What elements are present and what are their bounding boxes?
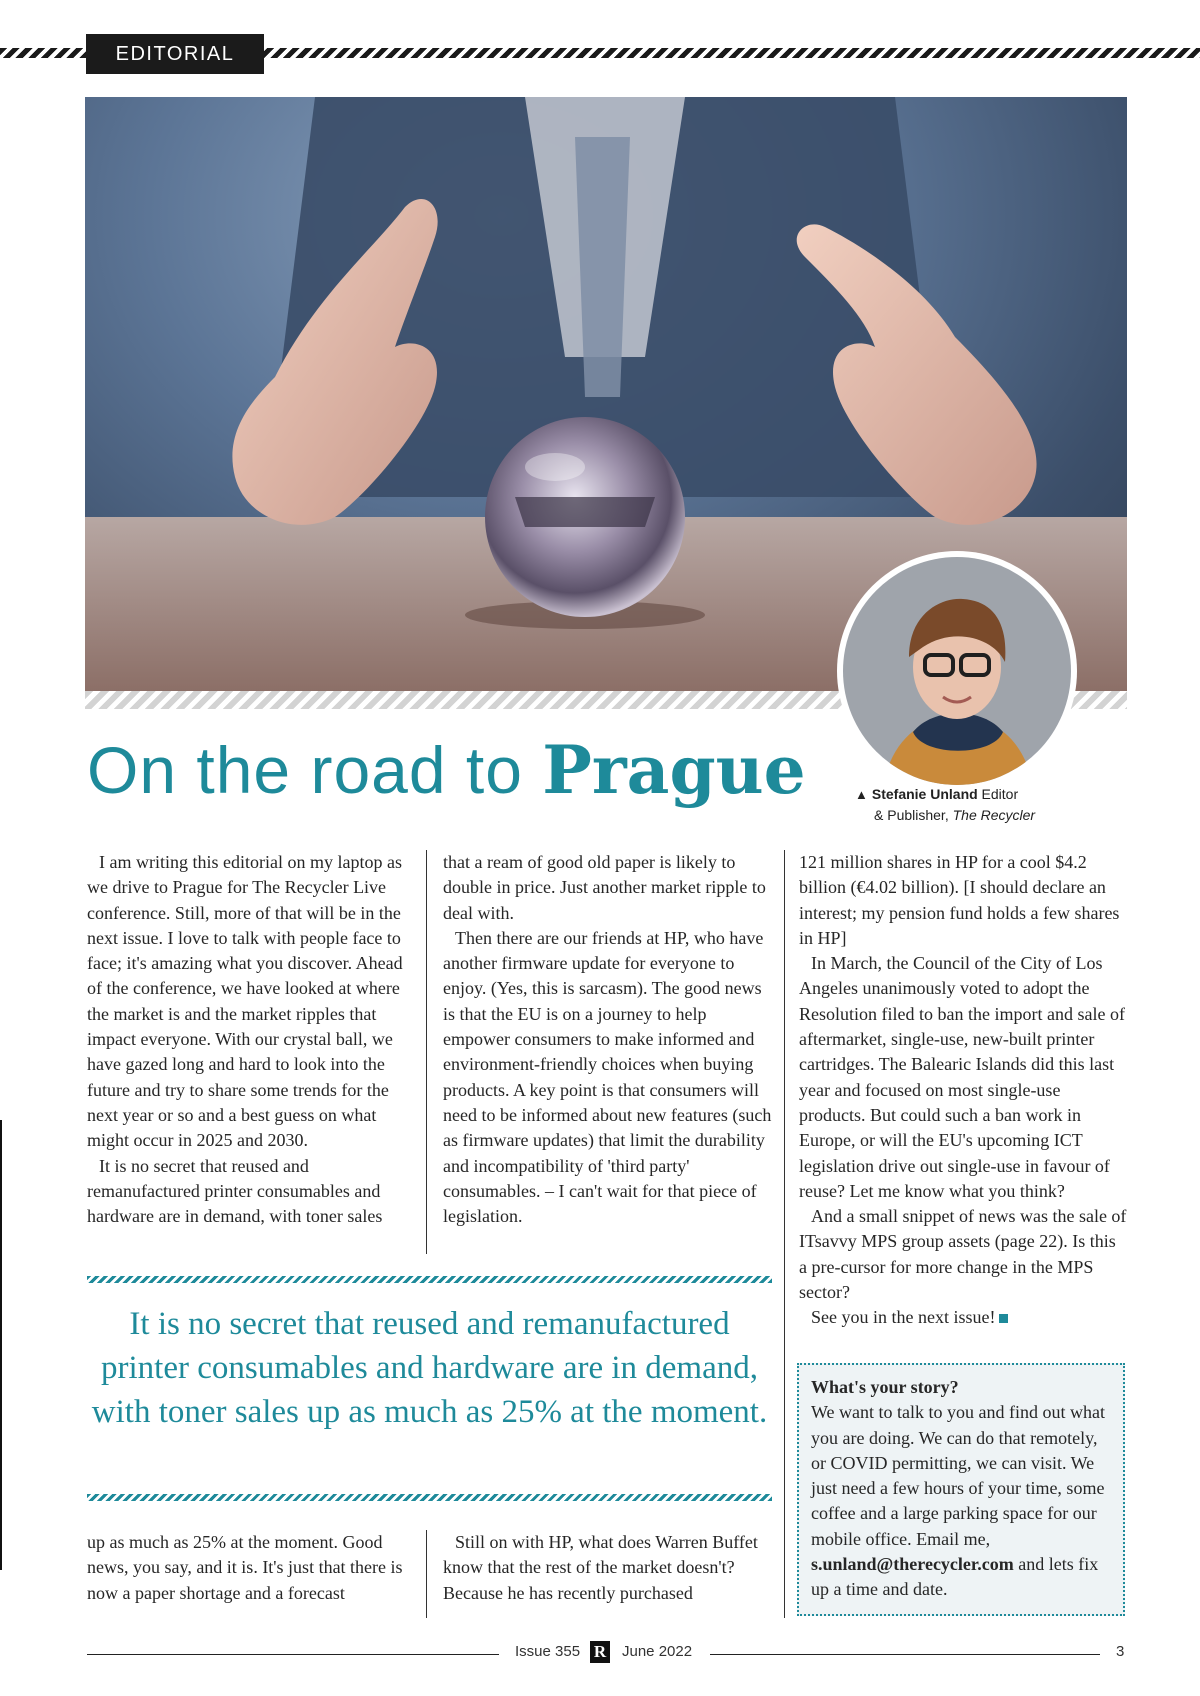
- pullquote-rule-bottom: [87, 1494, 772, 1501]
- footer-rule-left: [87, 1654, 499, 1655]
- author-role-b: & Publisher,: [874, 807, 953, 823]
- paragraph: 121 million shares in HP for a cool $4.2 billion (€4.02 billion). [I should declare an interest; my pension fund holds a few shares in HP]: [799, 852, 1120, 948]
- column-1: [87, 850, 414, 1229]
- title-bold: Prague: [542, 731, 806, 809]
- column-2-continued: [443, 1530, 773, 1606]
- section-label: EDITORIAL: [86, 34, 264, 74]
- issue-number: Issue 355: [515, 1643, 581, 1660]
- paragraph: I am writing this editorial on my laptop as we drive to Prague for The Recycler Live conference. Still, more of that will be in the next issue. I love to talk with people face to face; it's amazing what you discover. Ahead of the conference, we have looked at where the market is and the market ripples that impact everyone. With our crystal ball, we have gazed long and hard to look into the future and try to share some trends for the next year or so and a best guess on what might occur in 2025 and 2030.: [87, 852, 403, 1151]
- paragraph: And a small snippet of news was the sale of ITsavvy MPS group assets (page 22). Is this a pre-cursor for more change in the MPS sector?: [799, 1206, 1127, 1303]
- story-box-tail: and lets fix up a time and date.: [811, 1554, 1099, 1600]
- column-divider: [426, 850, 427, 1254]
- column-divider: [784, 850, 785, 1618]
- title-light: On the road to: [87, 733, 543, 807]
- closing-line: See you in the next issue!: [811, 1307, 996, 1328]
- paragraph: It is no secret that reused and remanufactured printer consumables and hardware are in demand, with toner sales: [87, 1155, 383, 1227]
- paragraph: In March, the Council of the City of Los Angeles unanimously voted to adopt the Resolution filed to ban the import and sale of aftermarket, single-use, new-built printer cartridges. The Balearic Islands did this last year and focused on most single-use products. But could such a ban work in Europe, or will the EU's upcoming ICT legislation drive out single-use in favour of reuse? Let me know what you think?: [799, 953, 1125, 1201]
- paragraph: up as much as 25% at the moment. Good news, you say, and it is. It's just that there is now a paper shortage and a forecast: [87, 1532, 403, 1603]
- column-1-continued: [87, 1530, 414, 1606]
- column-3: [799, 850, 1127, 1331]
- caption-marker-icon: ▲: [855, 787, 868, 802]
- end-mark-icon: [999, 1314, 1008, 1323]
- column-divider: [426, 1530, 427, 1618]
- page-edge: [0, 1120, 2, 1570]
- email-link[interactable]: s.unland@therecycler.com: [811, 1554, 1014, 1575]
- paragraph: Then there are our friends at HP, who have another firmware update for everyone to enjoy. (Yes, this is sarcasm). The good news is that the EU is on a journey to help empower consumers to make informed and environment-friendly choices when buying products. A key point is that consumers will need to be informed about new features (such as firmware updates) that limit the durability and incompatibility of 'third party' consumables. – I can't wait for that piece of legislation.: [443, 927, 772, 1227]
- story-box: [797, 1363, 1125, 1616]
- paragraph: Still on with HP, what does Warren Buffet know that the rest of the market doesn't? Because he has recently purchased: [443, 1532, 758, 1603]
- paragraph: that a ream of good old paper is likely to double in price. Just another market ripple to deal with.: [443, 852, 766, 923]
- issue-date: June 2022: [622, 1643, 693, 1660]
- author-caption: [855, 784, 1075, 825]
- publication-name: The Recycler: [952, 807, 1036, 823]
- author-name: Stefanie Unland: [871, 786, 978, 802]
- pullquote-rule-top: [87, 1276, 772, 1283]
- recycler-logo: R: [590, 1641, 610, 1663]
- story-box-title: What's your story?: [811, 1377, 959, 1397]
- page-number: 3: [1116, 1643, 1125, 1660]
- footer-rule-right: [710, 1654, 1100, 1655]
- author-role: Editor: [977, 786, 1019, 802]
- story-box-body: We want to talk to you and find out what you are doing. We can do that remotely, or COVID permitting, we can visit. We just need a few hours of your time, some coffee and a large parking space for our mobile office. Email me, s.unland@therecycler.com and lets fix up a time and date.: [811, 1402, 1105, 1600]
- column-2: [443, 850, 773, 1229]
- page-title: [87, 730, 806, 810]
- author-portrait: [843, 557, 1071, 785]
- pull-quote: It is no secret that reused and remanufactured printer consumables and hardware are in demand, with toner sales up as much as 25% at the moment.: [91, 1306, 768, 1430]
